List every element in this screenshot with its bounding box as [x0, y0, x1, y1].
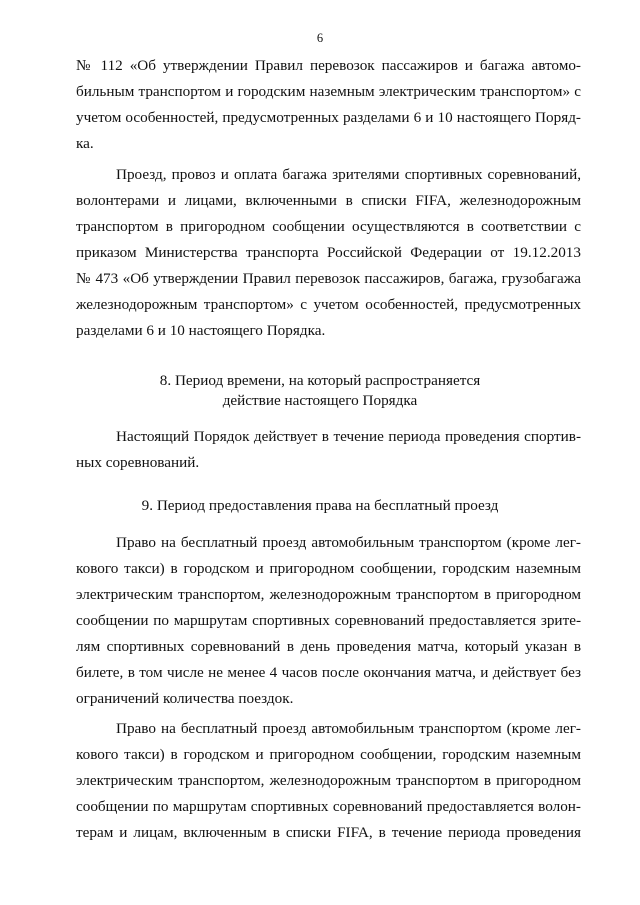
paragraph-line: № 112 «Об утверждении Правил перевозок пассажиров и багажа автомо-	[76, 57, 581, 74]
paragraph-continuation	[76, 53, 581, 157]
paragraph-volunteers-free-travel	[76, 716, 581, 846]
heading-line: 8. Период времени, на который распространяется	[159, 372, 481, 389]
paragraph-line: кового такси) в городском и пригородном сообщении, городским наземным	[76, 560, 581, 577]
paragraph-line: лям спортивных соревнований в день проведения матча, который указан в	[76, 638, 581, 655]
paragraph-line: разделами 6 и 10 настоящего Порядка.	[76, 322, 326, 339]
paragraph-line: бильным транспортом и городским наземным электрическим транспортом» с	[76, 83, 581, 100]
paragraph-line: ка.	[76, 135, 94, 152]
paragraph-line: электрическим транспортом, железнодорожным транспортом в пригородном	[76, 586, 581, 603]
paragraph-line: билете, в том числе не менее 4 часов после окончания матча, и действует без	[76, 664, 581, 681]
paragraph-line: электрическим транспортом, железнодорожным транспортом в пригородном	[76, 772, 581, 789]
paragraph-line: транспортом в пригородном сообщении осуществляются в соответствии с	[76, 218, 581, 235]
paragraph-line: терам и лицам, включенным в списки FIFA, в течение периода проведения	[76, 824, 581, 841]
paragraph-validity-period	[76, 424, 581, 476]
paragraph-line: приказом Министерства транспорта Российской Федерации от 19.12.2013	[76, 244, 581, 261]
paragraph-line: Проезд, провоз и оплата багажа зрителями спортивных соревнований,	[116, 166, 581, 183]
paragraph-line: Право на бесплатный проезд автомобильным транспортом (кроме лег-	[116, 534, 581, 551]
paragraph-line: кового такси) в городском и пригородном сообщении, городским наземным	[76, 746, 581, 763]
page-number: 6	[316, 31, 324, 45]
paragraph-line: Настоящий Порядок действует в течение периода проведения спортив-	[116, 428, 581, 445]
paragraph-line: сообщении по маршрутам спортивных соревнований предоставляется зрите-	[76, 612, 581, 629]
paragraph-spectators-free-travel	[76, 530, 581, 712]
paragraph-line: сообщении по маршрутам спортивных соревнований предоставляется волон-	[76, 798, 581, 815]
paragraph-line: волонтерами и лицами, включенными в списки FIFA, железнодорожным	[76, 192, 581, 209]
paragraph-line: ограничений количества поездок.	[76, 690, 294, 707]
paragraph-railway-transport	[76, 162, 581, 344]
section-heading-8	[0, 371, 640, 411]
section-heading-9	[0, 496, 640, 516]
paragraph-line: железнодорожным транспортом» с учетом особенностей, предусмотренных	[76, 296, 581, 313]
paragraph-line: № 473 «Об утверждении Правил перевозок пассажиров, багажа, грузобагажа	[76, 270, 581, 287]
heading-line: действие настоящего Порядка	[222, 392, 418, 409]
paragraph-line: ных соревнований.	[76, 454, 200, 471]
paragraph-line: Право на бесплатный проезд автомобильным транспортом (кроме лег-	[116, 720, 581, 737]
heading-line: 9. Период предоставления права на бесплатный проезд	[141, 497, 499, 514]
paragraph-line: учетом особенностей, предусмотренных разделами 6 и 10 настоящего Поряд-	[76, 109, 581, 126]
